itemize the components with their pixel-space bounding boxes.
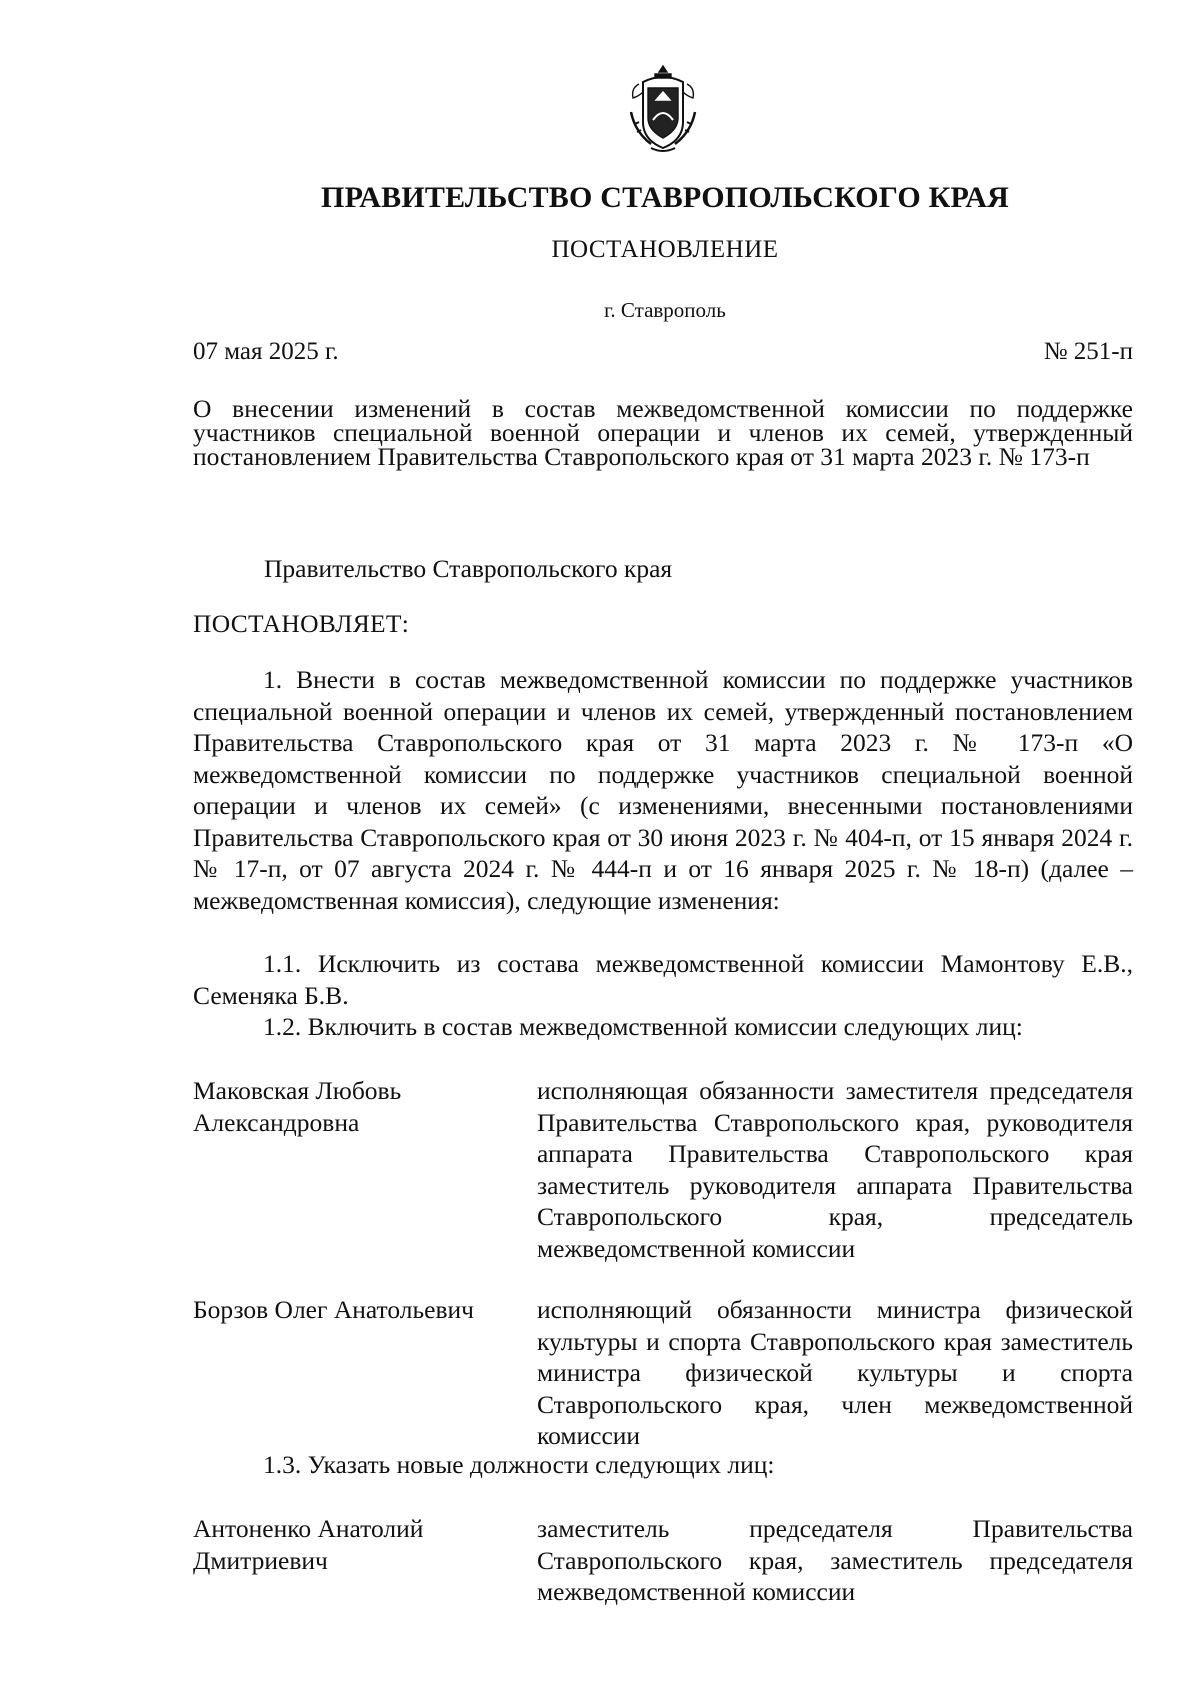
member-role: исполняющий обязанности министра физической культуры и спорта Ставропольского края заместитель министра физической культуры и спорта Ставропольского края, член межведомственной комиссии (537, 1295, 1133, 1450)
member-role: исполняющая обязанности заместителя председателя Правительства Ставропольского края, руководителя аппарата Правительства Ставропольского края заместитель руководителя аппарата Правительства Ставропольского края, председатель межведомственной комиссии (537, 1076, 1133, 1263)
paragraph-1: 1. Внести в состав межведомственной комиссии по поддержке участников специальной военной операции и членов их семей, утвержденный постановлением Правительства Ставропольского края от 31 марта 2023 г. № 173-п «О межведомственной комиссии по поддержке участников специальной военной операции и членов их семей» (с изменениями, внесенными постановлениями Правительства Ставропольского края от 30 июня 2023 г. № 404-п, от 15 января 2024 г. № 17-п, от 07 августа 2024 г. № 444-п и от 16 января 2025 г. № 18-п) (далее – межведомственная комиссия), следующие изменения: (193, 665, 1133, 915)
document-subject: О внесении изменений в состав межведомственной комиссии по поддержке участников специальной военной операции и членов их семей, утвержденный постановлением Правительства Ставропольского края от 31 марта 2023 г. № 173-п (193, 394, 1133, 471)
organization-title: ПРАВИТЕЛЬСТВО СТАВРОПОЛЬСКОГО КРАЯ (321, 181, 1009, 214)
document-type: ПОСТАНОВЛЕНИЕ (551, 236, 779, 263)
document-number: № 251-п (1043, 338, 1133, 365)
member-name: Антоненко Анатолий Дмитриевич (193, 1514, 424, 1575)
document-date: 07 мая 2025 г. (193, 338, 339, 365)
paragraph-1-3: 1.3. Указать новые должности следующих лиц: (263, 1450, 775, 1479)
resolves-heading: ПОСТАНОВЛЯЕТ: (193, 609, 410, 638)
issue-city: г. Ставрополь (604, 298, 726, 322)
paragraph-1-2: 1.2. Включить в состав межведомственной комиссии следующих лиц: (263, 1012, 1023, 1041)
stavropol-coat-of-arms-icon (625, 62, 701, 158)
member-name: Борзов Олег Анатольевич (193, 1295, 474, 1324)
paragraph-1-1: 1.1. Исключить из состава межведомственной комиссии Мамонтову Е.В., Семеняка Б.В. (193, 949, 1133, 1010)
member-name: Маковская Любовь Александровна (193, 1076, 402, 1137)
issuing-authority: Правительство Ставропольского края (264, 554, 673, 583)
member-role: заместитель председателя Правительства Ставропольского края, заместитель председателя межведомственной комиссии (537, 1514, 1133, 1606)
